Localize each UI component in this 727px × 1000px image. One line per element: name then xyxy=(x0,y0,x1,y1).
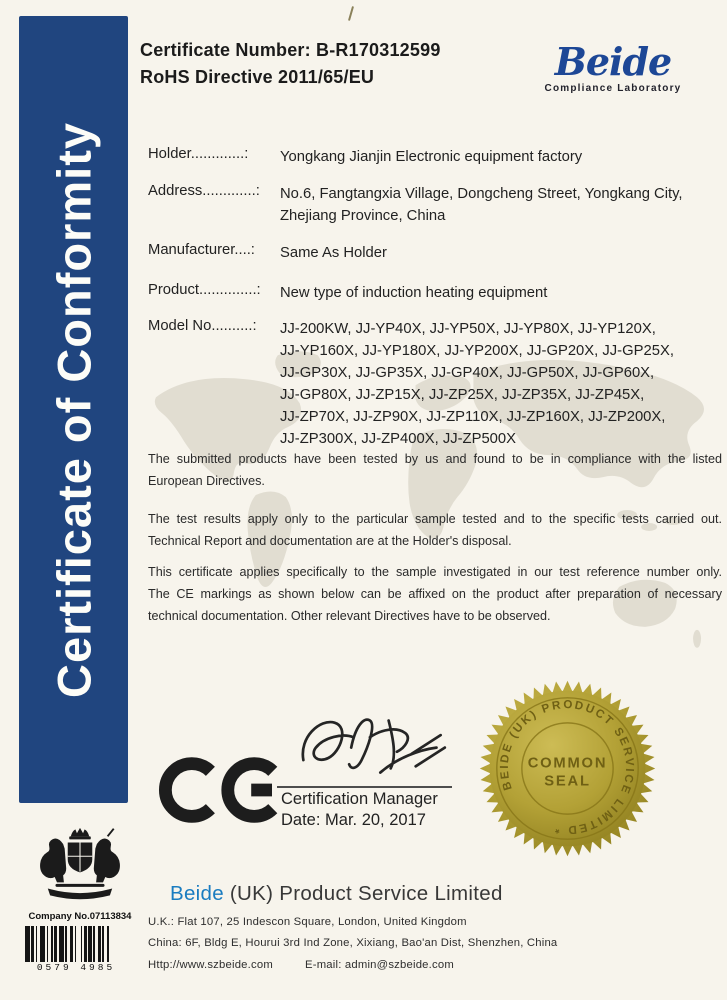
field-row-address xyxy=(148,183,721,227)
field-value-line: JJ-GP30X, JJ-GP35X, JJ-GP40X, JJ-GP50X, JJ-GP60X, xyxy=(280,365,655,381)
royal-crest-icon xyxy=(34,826,126,908)
footer-company-brand: Beide xyxy=(170,882,224,905)
seal-center-text: SEAL xyxy=(544,773,591,790)
company-number: Company No.07113834 xyxy=(28,911,132,922)
footer-company-rest: (UK) Product Service Limited xyxy=(223,882,503,905)
ce-mark-icon xyxy=(156,746,288,834)
field-value-line: Zhejiang Province, China xyxy=(280,208,446,224)
certificate-number: Certificate Number: B-R170312599 xyxy=(140,40,441,60)
side-banner xyxy=(19,16,128,803)
field-row-model-no xyxy=(148,318,721,450)
signature-icon xyxy=(288,706,456,784)
beide-logo-wordmark: Beide xyxy=(554,39,672,84)
beide-logo xyxy=(523,39,703,94)
field-row-holder xyxy=(148,146,721,168)
footer-website: Http://www.szbeide.com xyxy=(148,959,273,971)
field-value-line: JJ-ZP300X, JJ-ZP400X, JJ-ZP500X xyxy=(280,431,517,447)
paragraph-ce-markings: This certificate applies specifically to the sample investigated in our test reference number only. The CE markings as shown below can be affixed on the product after preparation of necessary technical documentation. Other relevant Directives have to be observed. xyxy=(148,565,722,623)
barcode-digits: 0579 4985 xyxy=(25,962,127,973)
field-label: Holder.............: xyxy=(148,146,249,162)
field-row-manufacturer xyxy=(148,242,721,264)
field-value-line: No.6, Fangtangxia Village, Dongcheng Street, Yongkang City, xyxy=(280,186,683,202)
signature-date: Date: Mar. 20, 2017 xyxy=(281,811,426,829)
field-value-line: New type of induction heating equipment xyxy=(280,285,548,301)
field-value-line: JJ-YP160X, JJ-YP180X, JJ-YP200X, JJ-GP20X, JJ-GP25X, xyxy=(280,343,674,359)
field-value-line: JJ-ZP70X, JJ-ZP90X, JJ-ZP110X, JJ-ZP160X, JJ-ZP200X, xyxy=(280,409,666,425)
seal-ring-text: BEIDE (UK) PRODUCT SERVICE LIMITED * xyxy=(497,698,637,837)
footer-uk-address: U.K.: Flat 107, 25 Indescon Square, London, United Kingdom xyxy=(148,916,467,928)
footer-company-name xyxy=(170,882,503,906)
field-label: Manufacturer....: xyxy=(148,242,255,258)
paragraph-test-results: The test results apply only to the particular sample tested and to the specific tests carried out. Technical Report and documentation are at the Holder's disposal. xyxy=(148,512,722,548)
field-label: Address.............: xyxy=(148,183,260,199)
stray-pen-mark xyxy=(348,6,354,21)
banner-title: Certificate of Conformity xyxy=(47,121,100,698)
field-label: Model No..........: xyxy=(148,318,257,334)
field-value-line: Yongkang Jianjin Electronic equipment factory xyxy=(280,149,583,165)
signature-rule xyxy=(277,786,452,788)
footer-china-address: China: 6F, Bldg E, Hourui 3rd Ind Zone, Xixiang, Bao'an Dist, Shenzhen, China xyxy=(148,937,558,949)
field-value-line: Same As Holder xyxy=(280,245,387,261)
gold-seal-icon xyxy=(478,679,657,858)
field-value-line: JJ-GP80X, JJ-ZP15X, JJ-ZP25X, JJ-ZP35X, JJ-ZP45X, xyxy=(280,387,645,403)
logo-subtitle: Compliance Laboratory xyxy=(544,83,682,94)
field-value-line: JJ-200KW, JJ-YP40X, JJ-YP50X, JJ-YP80X, JJ-YP120X, xyxy=(280,321,656,337)
signatory-title: Certification Manager xyxy=(281,790,438,808)
rohs-directive: RoHS Directive 2011/65/EU xyxy=(140,67,375,87)
barcode xyxy=(25,926,127,966)
seal-center-text: COMMON xyxy=(527,755,608,772)
field-label: Product..............: xyxy=(148,282,261,298)
footer-email: E-mail: admin@szbeide.com xyxy=(305,959,454,971)
paragraph-compliance: The submitted products have been tested by us and found to be in compliance with the listed European Directives. xyxy=(148,452,722,488)
field-row-product xyxy=(148,282,721,304)
